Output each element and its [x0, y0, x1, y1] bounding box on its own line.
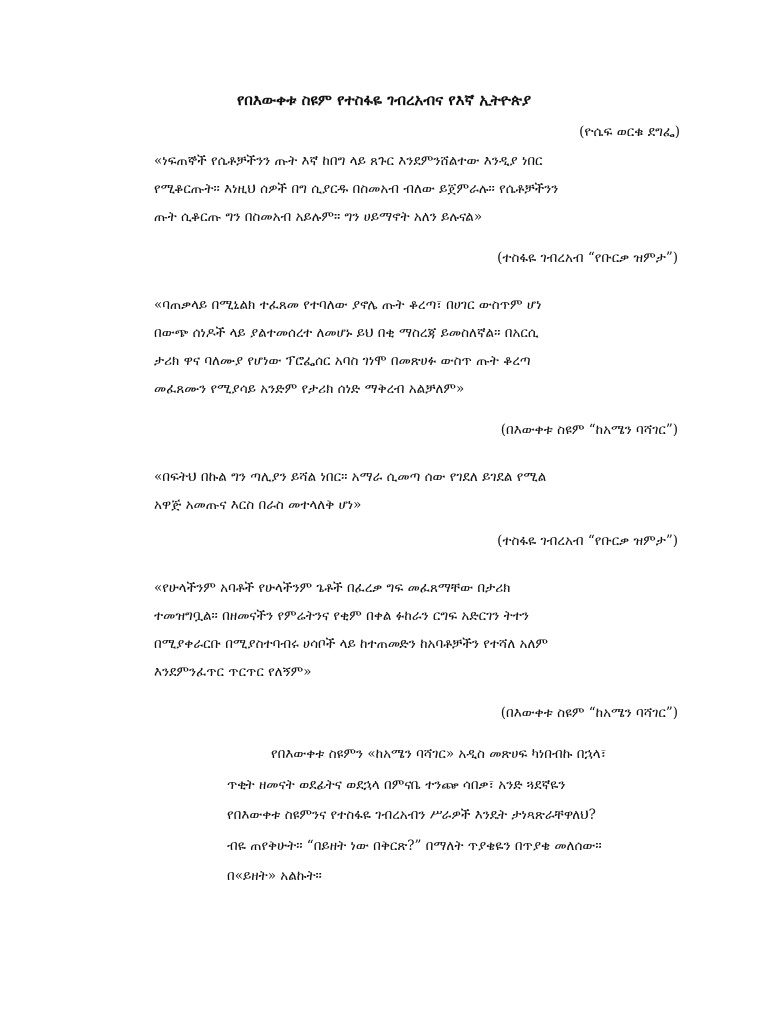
body-paragraph-line-4: ብዬ ጠየቅሁት። “በይዘት ነው በቅርጽ?” በማለት ጥያቄዬን በጥያቄ መለሰው።: [227, 837, 602, 854]
body-paragraph-line-1: የበእውቀቱ ስዩምን «ከአሜን ባሻገር» አዲስ መጽሀፍ ካነበብኩ በኋላ፣: [271, 746, 607, 762]
quote-3-line-1: «በፍትህ በኩል ግን ጣሊያን ይሻል ነበር። አማራ ሲመጣ ሰው የገደለ ይገደል የሚል: [154, 469, 547, 485]
quote-2-line-2: በውጭ ሰነዶች ላይ ያልተመሰረተ ለመሆኑ ይህ በቂ ማስረጃ ይመስለኛል። በአርሲ: [154, 325, 539, 341]
quote-2-line-4: መፈጸሙን የሚያሳይ አንድም የታሪክ ሰነድ ማቅረብ አልቻለም»: [154, 381, 465, 397]
quote-2-citation: (በእውቀቱ ስዩም “ከአሜን ባሻገር”): [500, 422, 678, 438]
quote-1-line-1: «ነፍጠኞች የሴቶቻችንን ጡት እኛ ከበግ ላይ ጸጉር እንደምንሸልተው እንዲያ ነበር: [154, 153, 543, 169]
quote-1: [154, 147, 680, 231]
document-title: የበእውቀቱ ስዩም የተስፋዬ ገብረአብና የእኛ ኢትዮጵያ: [236, 91, 532, 109]
body-paragraph-line-5: በ«ይዘት» አልኩት።: [227, 868, 322, 884]
quote-1-line-3: ጡት ሲቆርጡ ግን በስመአብ አይሉም። ግን ሀይማኖት አለን ይሉናል»: [154, 209, 483, 225]
quote-3-line-2: አዋጅ አመጡና እርስ በራስ መተላለቅ ሆነ»: [154, 497, 362, 513]
quote-2: [154, 291, 680, 403]
quote-4-citation: (በእውቀቱ ስዩም “ከአሜን ባሻገር”): [500, 705, 678, 721]
quote-2-line-1: «ባጠቃላይ በሚኒልክ ተፈጸመ የተባለው ያኖሌ ጡት ቆረጣ፣ በሀገር ውስጥም ሆነ: [154, 297, 542, 313]
author-name: (ዮሴፍ ወርቁ ደግፌ): [579, 124, 680, 140]
body-paragraph-line-2: ጥቂት ዘመናት ወደፊትና ወደኋላ በምናቤ ተንጬ ሳበቃ፣ አንድ ጓደኛዬን: [227, 776, 566, 793]
quote-3-citation: (ተስፋዬ ገብረአብ “የቡርቃ ዝምታ”): [497, 533, 678, 549]
quote-1-line-2: የሚቆርጡት። እነዚህ ሰዎች በግ ሲያርዱ በስመአብ ብለው ይጀምራሉ። የሴቶቻችንን: [154, 181, 559, 197]
quote-2-line-3: ታሪክ ዋና ባለሙያ የሆነው ፕሮፌሰር አባስ ገነሞ በመጽሀፉ ውስጥ ጡት ቆረጣ: [154, 353, 531, 369]
body-paragraph: [227, 739, 680, 892]
quote-4-line-2: ተመዝግቧል። በዘመናችን የምሬትንና የቂም በቀል ፉከራን ርግፍ አድርገን ትተን: [154, 608, 529, 624]
quote-1-citation: (ተስፋዬ ገብረአብ “የቡርቃ ዝምታ”): [497, 250, 678, 266]
quote-4-line-1: «የሁላችንም አባቶች የሁላችንም ጌቶች በፈረቃ ግፍ መፈጸማቸው በታሪክ: [154, 580, 511, 596]
body-paragraph-line-3: የበእውቀቱ ስዩምንና የተስፋዬ ገብረአብን ሥራዎች እንዴት ታነጻጽራቸዋለህ?: [227, 807, 596, 823]
quote-4-line-3: በሚያቀራርቡ በሚያስተባብሩ ሀሳቦች ላይ ከተጠመድን ከአባቶቻችን የተሻለ አለም: [154, 636, 548, 652]
quote-4-line-4: እንደምንፈጥር ጥርጥር የለኝም»: [154, 664, 312, 680]
quote-3: [154, 463, 680, 519]
quote-4: [154, 574, 680, 686]
